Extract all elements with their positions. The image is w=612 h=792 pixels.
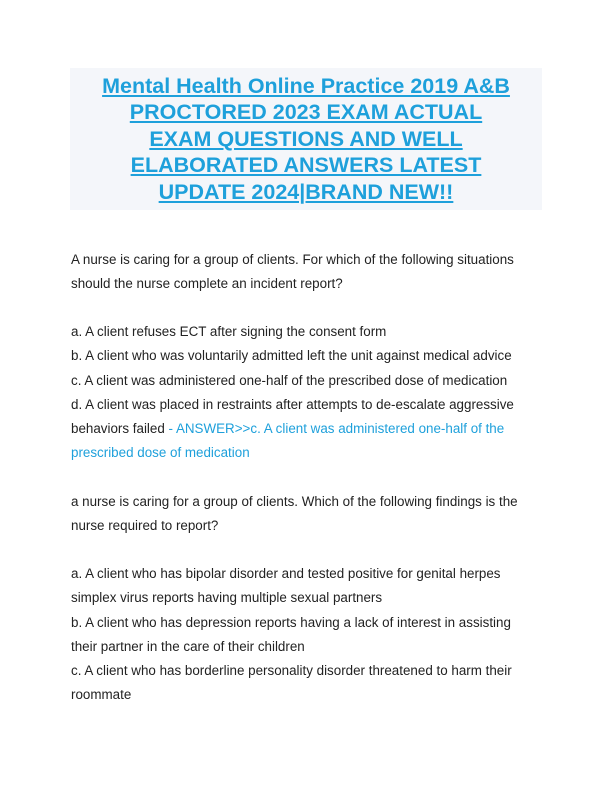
question-1-option-b: b. A client who was voluntarily admitted left the unit against medical advice (71, 348, 512, 364)
question-1-options (71, 320, 551, 466)
question-1-option-d: d. A client was placed in restraints after attempts to de-escalate aggressive behaviors failed (71, 396, 514, 437)
question-2-option-c: c. A client who has borderline personality disorder threatened to harm their roommate (71, 663, 512, 703)
document-title: Mental Health Online Practice 2019 A&B PROCTORED 2023 EXAM ACTUAL EXAM QUESTIONS AND WELL ELABORATED ANSWERS LATEST UPDATE 2024|BRAND NEW!! (102, 74, 510, 204)
question-1-answer: - ANSWER>>c. A client was administered one-half of the prescribed dose of medication (71, 421, 505, 461)
title-banner (70, 68, 542, 210)
question-2-option-a: a. A client who has bipolar disorder and tested positive for genital herpes simplex virus reports having multiple sexual partners (71, 566, 501, 606)
question-1-stem: A nurse is caring for a group of clients. For which of the following situations should the nurse complete an incident report? (71, 252, 514, 292)
question-2-stem: a nurse is caring for a group of clients. Which of the following findings is the nurse required to report? (71, 494, 518, 534)
question-1-option-a: a. A client refuses ECT after signing the consent form (71, 324, 387, 339)
question-2-option-b: b. A client who has depression reports having a lack of interest in assisting their partner in the care of their children (71, 614, 511, 654)
question-2-options (71, 562, 551, 708)
question-1-option-c: c. A client was administered one-half of the prescribed dose of medication (71, 372, 508, 388)
